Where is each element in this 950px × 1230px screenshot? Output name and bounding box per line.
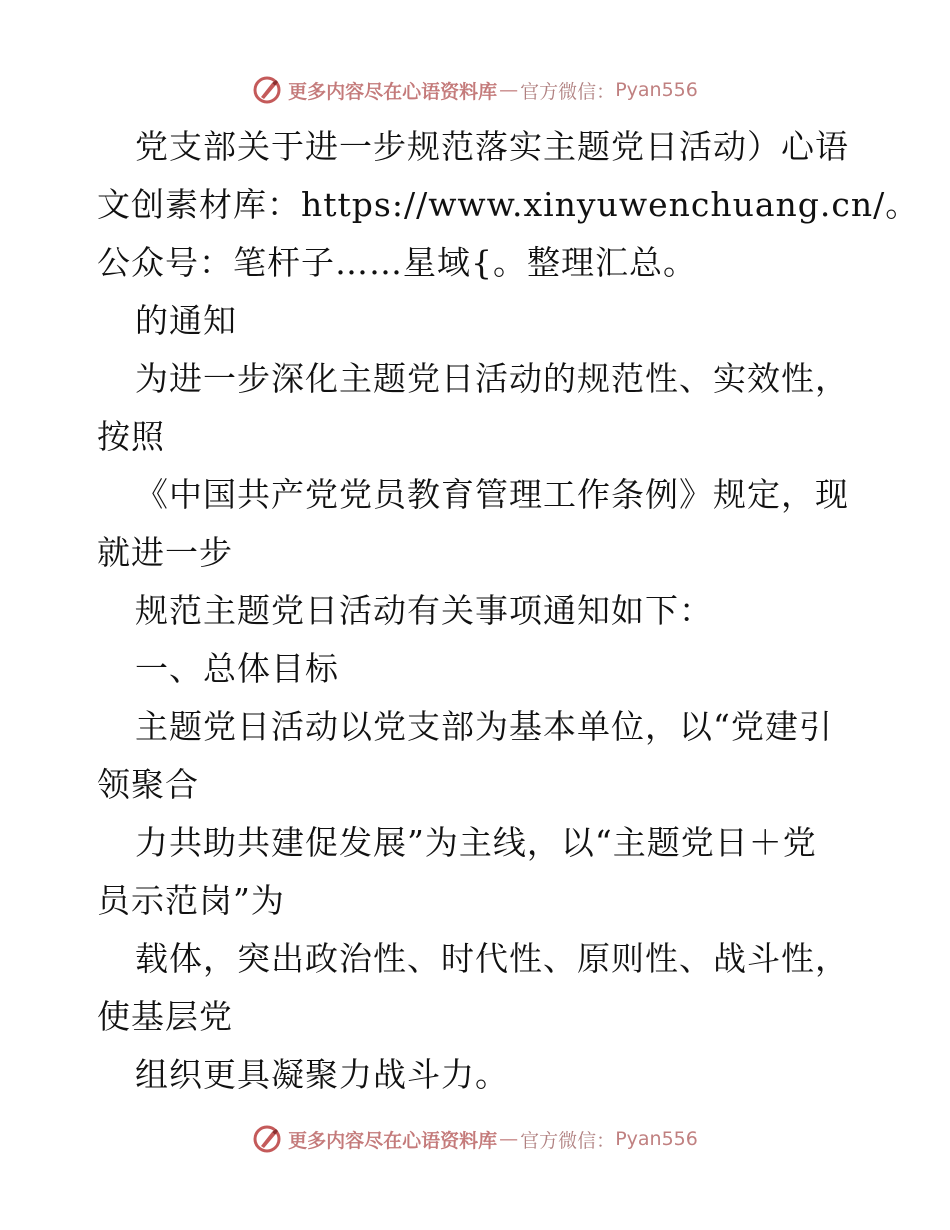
- watermark-header: [0, 72, 950, 108]
- watermark-id: Pyan556: [615, 1128, 698, 1150]
- text-line: 领聚合: [97, 765, 199, 804]
- text-line: 规范主题党日活动有关事项通知如下：: [135, 591, 713, 630]
- text-line: 党支部关于进一步规范落实主题党日活动）心语: [135, 127, 849, 166]
- text-line: 使基层党: [97, 997, 233, 1036]
- section-heading: 一、总体目标: [135, 649, 339, 688]
- text-line: 组织更具凝聚力战斗力。: [135, 1055, 509, 1094]
- text-line: 载体，突出政治性、时代性、原则性、战斗性，: [135, 939, 849, 978]
- text-line: 就进一步: [97, 533, 233, 572]
- text-line: 员示范岗”为: [97, 881, 285, 920]
- text-line: 按照: [97, 417, 165, 456]
- watermark-dash: —: [499, 1128, 519, 1150]
- text-line: 为进一步深化主题党日活动的规范性、实效性，: [135, 359, 849, 398]
- text-line: 力共助共建促发展”为主线，以“主题党日＋党: [135, 823, 817, 862]
- document-body: [97, 118, 920, 1104]
- pen-logo-icon: [252, 75, 282, 105]
- pen-logo-icon: [252, 1124, 282, 1154]
- text-line: 公众号：笔杆子……星域{。整理汇总。: [97, 243, 697, 282]
- text-line: 《中国共产党党员教育管理工作条例》规定，现: [135, 475, 849, 514]
- watermark-footer: [0, 1121, 950, 1157]
- watermark-sub-text: 官方微信：: [520, 80, 616, 103]
- watermark-dash: —: [499, 79, 519, 101]
- text-line: 主题党日活动以党支部为基本单位，以“党建引: [135, 707, 833, 746]
- watermark-main-text: 更多内容尽在心语资料库: [288, 80, 498, 103]
- watermark-main-text: 更多内容尽在心语资料库: [288, 1129, 498, 1152]
- text-line: 的通知: [135, 301, 237, 340]
- text-line: 文创素材库：https://www.xinyuwenchuang.cn/。: [97, 185, 920, 224]
- watermark-id: Pyan556: [615, 79, 698, 101]
- watermark-sub-text: 官方微信：: [520, 1129, 616, 1152]
